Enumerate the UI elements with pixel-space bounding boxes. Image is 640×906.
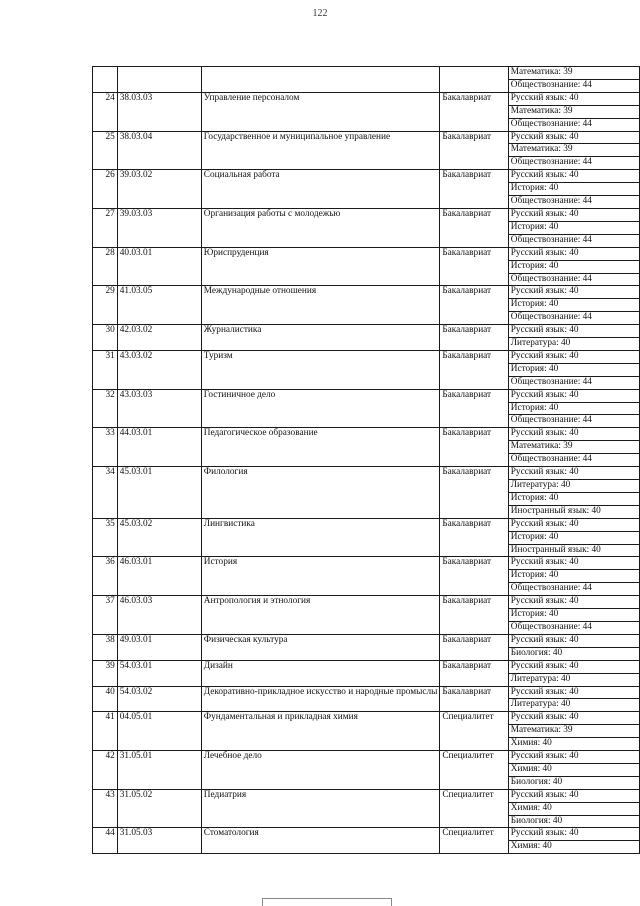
exam-subject-min-score: История: 40 — [508, 531, 639, 544]
exam-subject-min-score: История: 40 — [508, 570, 639, 583]
program-name: Управление персоналом — [201, 92, 440, 131]
program-name: Стоматология — [201, 828, 440, 854]
exam-subject-min-score: Русский язык: 40 — [508, 789, 639, 802]
table-row — [93, 428, 640, 441]
exam-subject-min-score: Русский язык: 40 — [508, 596, 639, 609]
exam-subject-min-score: Русский язык: 40 — [508, 350, 639, 363]
exam-subject-min-score: Русский язык: 40 — [508, 131, 639, 144]
program-name: Педиатрия — [201, 789, 440, 828]
table-row — [93, 131, 640, 144]
education-level: Специалитет — [440, 828, 508, 854]
table-row — [93, 170, 640, 183]
row-number: 38 — [93, 634, 118, 660]
program-name: Фундаментальная и прикладная химия — [201, 712, 440, 751]
program-code: 54.03.01 — [117, 660, 201, 686]
exam-subject-min-score: Обществознание: 44 — [508, 621, 639, 634]
table-row — [93, 518, 640, 531]
exam-subject-min-score: Химия: 40 — [508, 738, 639, 751]
program-code: 31.05.01 — [117, 751, 201, 790]
exam-subject-min-score: Литература: 40 — [508, 338, 639, 351]
program-name: Гостиничное дело — [201, 389, 440, 428]
row-number: 37 — [93, 596, 118, 635]
row-number: 26 — [93, 170, 118, 209]
exam-subject-min-score: Русский язык: 40 — [508, 389, 639, 402]
row-number: 25 — [93, 131, 118, 170]
education-level: Бакалавриат — [440, 208, 508, 247]
program-code: 04.05.01 — [117, 712, 201, 751]
exam-subject-min-score: Обществознание: 44 — [508, 376, 639, 389]
exam-subject-min-score: Русский язык: 40 — [508, 467, 639, 480]
exam-subject-min-score: История: 40 — [508, 183, 639, 196]
education-level: Бакалавриат — [440, 686, 508, 712]
program-name: Организация работы с молодежью — [201, 208, 440, 247]
exam-subject-min-score: Обществознание: 44 — [508, 312, 639, 325]
row-number: 27 — [93, 208, 118, 247]
exam-subject-min-score: Обществознание: 44 — [508, 234, 639, 247]
exam-subject-min-score: Русский язык: 40 — [508, 92, 639, 105]
exam-subject-min-score: Математика: 39 — [508, 144, 639, 157]
program-name: Антропология и этнология — [201, 596, 440, 635]
row-number: 40 — [93, 686, 118, 712]
program-name: Социальная работа — [201, 170, 440, 209]
education-level: Бакалавриат — [440, 170, 508, 209]
exam-subject-min-score: Химия: 40 — [508, 763, 639, 776]
education-level: Бакалавриат — [440, 467, 508, 519]
exam-subject-min-score: Русский язык: 40 — [508, 712, 639, 725]
exam-subject-min-score: Литература: 40 — [508, 699, 639, 712]
exam-subject-min-score: Математика: 39 — [508, 725, 639, 738]
education-level: Бакалавриат — [440, 325, 508, 351]
education-level — [440, 67, 508, 93]
exam-subject-min-score: Русский язык: 40 — [508, 751, 639, 764]
education-level: Бакалавриат — [440, 286, 508, 325]
exam-subject-min-score: Иностранный язык: 40 — [508, 505, 639, 518]
education-level: Бакалавриат — [440, 131, 508, 170]
program-name: Государственное и муниципальное управление — [201, 131, 440, 170]
exam-subject-min-score: Обществознание: 44 — [508, 454, 639, 467]
page-number: 122 — [312, 8, 328, 19]
row-number: 33 — [93, 428, 118, 467]
exam-subject-min-score: Обществознание: 44 — [508, 583, 639, 596]
exam-subject-min-score: Обществознание: 44 — [508, 273, 639, 286]
exam-subject-min-score: История: 40 — [508, 402, 639, 415]
program-name: Международные отношения — [201, 286, 440, 325]
exam-subject-min-score: Русский язык: 40 — [508, 325, 639, 338]
exam-subject-min-score: Русский язык: 40 — [508, 247, 639, 260]
education-level: Бакалавриат — [440, 350, 508, 389]
program-name: Физическая культура — [201, 634, 440, 660]
row-number: 28 — [93, 247, 118, 286]
table-row — [93, 467, 640, 480]
education-level: Специалитет — [440, 789, 508, 828]
exam-subject-min-score: Обществознание: 44 — [508, 196, 639, 209]
program-code: 45.03.01 — [117, 467, 201, 519]
program-name: Юриспруденция — [201, 247, 440, 286]
exam-subject-min-score: Обществознание: 44 — [508, 415, 639, 428]
exam-subject-min-score: Химия: 40 — [508, 802, 639, 815]
program-code: 54.03.02 — [117, 686, 201, 712]
education-level: Бакалавриат — [440, 557, 508, 596]
program-name — [201, 67, 440, 93]
education-level: Бакалавриат — [440, 634, 508, 660]
row-number: 34 — [93, 467, 118, 519]
table-row — [93, 350, 640, 363]
program-code: 45.03.02 — [117, 518, 201, 557]
exam-subject-min-score: Русский язык: 40 — [508, 518, 639, 531]
program-name: Дизайн — [201, 660, 440, 686]
table-row — [93, 208, 640, 221]
exam-subject-min-score: Иностранный язык: 40 — [508, 544, 639, 557]
program-name: Туризм — [201, 350, 440, 389]
row-number: 42 — [93, 751, 118, 790]
education-level: Специалитет — [440, 712, 508, 751]
program-code: 43.03.03 — [117, 389, 201, 428]
exam-subject-min-score: История: 40 — [508, 609, 639, 622]
exam-subject-min-score: Обществознание: 44 — [508, 79, 639, 92]
exam-subject-min-score: История: 40 — [508, 492, 639, 505]
exam-subject-min-score: Литература: 40 — [508, 673, 639, 686]
exam-subject-min-score: Математика: 39 — [508, 441, 639, 454]
exam-subject-min-score: Математика: 39 — [508, 67, 639, 80]
program-name: Декоративно-прикладное искусство и народные промыслы — [201, 686, 440, 712]
exam-subject-min-score: Русский язык: 40 — [508, 428, 639, 441]
table-row — [93, 828, 640, 841]
education-level: Специалитет — [440, 751, 508, 790]
program-code: 46.03.01 — [117, 557, 201, 596]
exam-subject-min-score: Математика: 39 — [508, 105, 639, 118]
table-row — [93, 67, 640, 80]
program-code — [117, 67, 201, 93]
table-row — [93, 789, 640, 802]
table-row — [93, 751, 640, 764]
row-number: 41 — [93, 712, 118, 751]
exam-subject-min-score: Биология: 40 — [508, 776, 639, 789]
row-number: 39 — [93, 660, 118, 686]
program-name: Педагогическое образование — [201, 428, 440, 467]
exam-subject-min-score: История: 40 — [508, 363, 639, 376]
exam-subject-min-score: История: 40 — [508, 260, 639, 273]
education-level: Бакалавриат — [440, 92, 508, 131]
table-row — [93, 247, 640, 260]
exam-subject-min-score: Биология: 40 — [508, 647, 639, 660]
program-code: 31.05.03 — [117, 828, 201, 854]
program-code: 41.03.05 — [117, 286, 201, 325]
row-number: 35 — [93, 518, 118, 557]
table-row — [93, 325, 640, 338]
row-number — [93, 67, 118, 93]
program-code: 42.03.02 — [117, 325, 201, 351]
table-row — [93, 596, 640, 609]
program-code: 38.03.03 — [117, 92, 201, 131]
exam-subject-min-score: Русский язык: 40 — [508, 557, 639, 570]
exam-subject-min-score: Русский язык: 40 — [508, 170, 639, 183]
table-row — [93, 634, 640, 647]
education-level: Бакалавриат — [440, 428, 508, 467]
program-code: 39.03.02 — [117, 170, 201, 209]
exam-subject-min-score: Обществознание: 44 — [508, 157, 639, 170]
row-number: 32 — [93, 389, 118, 428]
program-name: Лечебное дело — [201, 751, 440, 790]
education-level: Бакалавриат — [440, 518, 508, 557]
education-level: Бакалавриат — [440, 247, 508, 286]
exam-subject-min-score: Литература: 40 — [508, 480, 639, 493]
program-name: История — [201, 557, 440, 596]
program-name: Журналистика — [201, 325, 440, 351]
program-code: 44.03.01 — [117, 428, 201, 467]
exam-subject-min-score: Обществознание: 44 — [508, 118, 639, 131]
program-code: 46.03.03 — [117, 596, 201, 635]
education-level: Бакалавриат — [440, 660, 508, 686]
table-row — [93, 389, 640, 402]
exam-subject-min-score: История: 40 — [508, 221, 639, 234]
exam-subject-min-score: История: 40 — [508, 299, 639, 312]
exam-subject-min-score: Русский язык: 40 — [508, 828, 639, 841]
program-name: Филология — [201, 467, 440, 519]
table-row — [93, 686, 640, 699]
row-number: 31 — [93, 350, 118, 389]
program-code: 38.03.04 — [117, 131, 201, 170]
row-number: 44 — [93, 828, 118, 854]
program-code: 49.03.01 — [117, 634, 201, 660]
exam-subject-min-score: Русский язык: 40 — [508, 686, 639, 699]
program-name: Лингвистика — [201, 518, 440, 557]
table-row — [93, 557, 640, 570]
education-level: Бакалавриат — [440, 596, 508, 635]
exam-subject-min-score: Химия: 40 — [508, 841, 639, 854]
exam-subject-min-score: Биология: 40 — [508, 815, 639, 828]
admission-requirements-table — [92, 66, 640, 854]
table-row — [93, 92, 640, 105]
education-level: Бакалавриат — [440, 389, 508, 428]
row-number: 29 — [93, 286, 118, 325]
exam-subject-min-score: Русский язык: 40 — [508, 208, 639, 221]
row-number: 43 — [93, 789, 118, 828]
exam-subject-min-score: Русский язык: 40 — [508, 634, 639, 647]
program-code: 31.05.02 — [117, 789, 201, 828]
program-code: 43.03.02 — [117, 350, 201, 389]
row-number: 24 — [93, 92, 118, 131]
program-code: 40.03.01 — [117, 247, 201, 286]
exam-subject-min-score: Русский язык: 40 — [508, 660, 639, 673]
table-row — [93, 286, 640, 299]
row-number: 36 — [93, 557, 118, 596]
row-number: 30 — [93, 325, 118, 351]
table-body — [93, 67, 640, 854]
table-row — [93, 660, 640, 673]
table-row — [93, 712, 640, 725]
exam-subject-min-score: Русский язык: 40 — [508, 286, 639, 299]
program-code: 39.03.03 — [117, 208, 201, 247]
